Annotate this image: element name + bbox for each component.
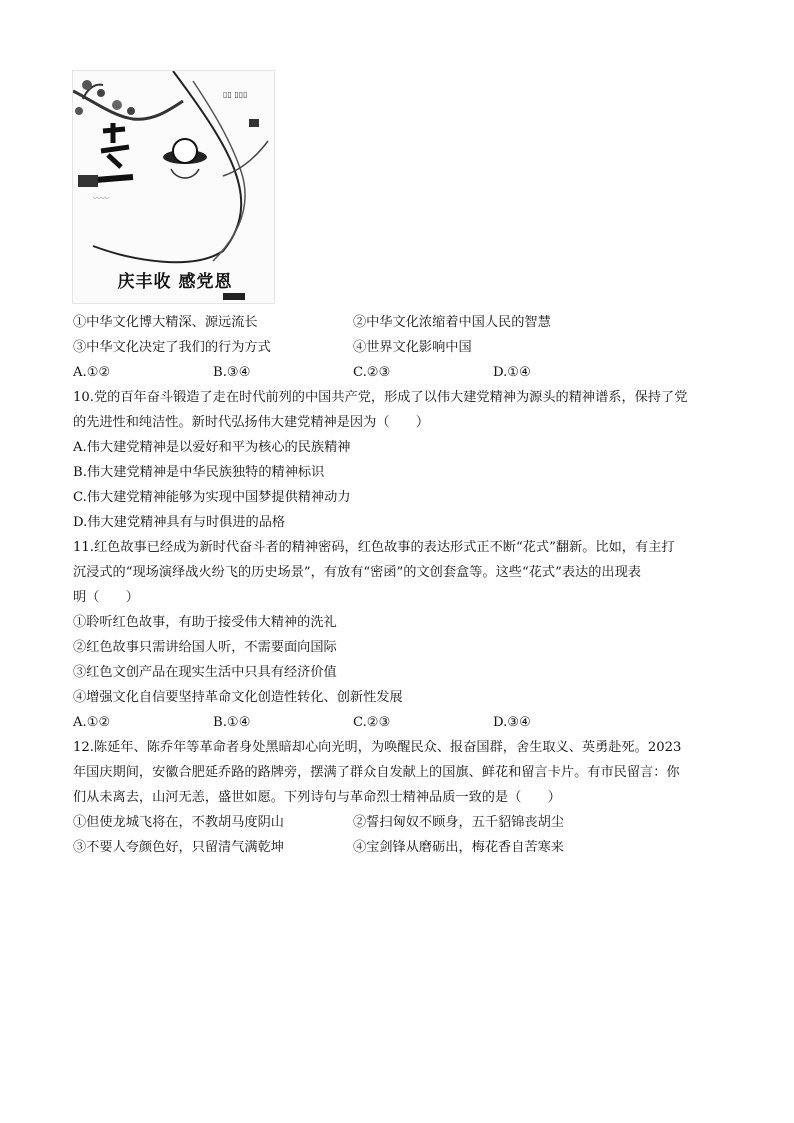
q12-stem-line-1: 12.陈延年、陈乔年等革命者身处黑暗却心向光明，为唤醒民众、报奋国群，舍生取义、英勇赴死。2023 bbox=[73, 740, 682, 755]
q11-item-4: ④增强文化自信要坚持革命文化创造性转化、创新性发展 bbox=[73, 690, 403, 705]
q12-item-1: ①但使龙城飞将在，不教胡马度阴山 bbox=[73, 815, 284, 830]
q10-option-d[interactable]: D.伟大建党精神具有与时俱进的品格 bbox=[73, 515, 286, 530]
q12-item-4: ④宝剑锋从磨砺出，梅花香自苦寒来 bbox=[353, 840, 564, 855]
q9-item-2: ②中华文化浓缩着中国人民的智慧 bbox=[353, 315, 551, 330]
q10-option-c[interactable]: C.伟大建党精神能够为实现中国梦提供精神动力 bbox=[73, 490, 351, 505]
q9-option-c[interactable]: C.②③ bbox=[353, 365, 391, 380]
q10-option-b[interactable]: B.伟大建党精神是中华民族独特的精神标识 bbox=[73, 465, 325, 480]
q12-item-row-1 bbox=[73, 814, 564, 832]
q9-item-row-1 bbox=[73, 314, 551, 332]
svg-text:▯▯ ▯▯▯: ▯▯ ▯▯▯ bbox=[223, 90, 248, 99]
q10-stem-line-2: 的先进性和纯洁性。新时代弘扬伟大建党精神是因为（ ） bbox=[73, 415, 430, 430]
q11-stem-line-3: 明（ ） bbox=[73, 590, 139, 605]
svg-text:〰〰: 〰〰 bbox=[93, 194, 109, 203]
q10-stem-line-1: 10.党的百年奋斗锻造了走在时代前列的中国共产党，形成了以伟大建党精神为源头的精神谱系，保持了党 bbox=[73, 390, 688, 405]
q11-item-3: ③红色文创产品在现实生活中只具有经济价值 bbox=[73, 665, 337, 680]
q9-item-3: ③中华文化决定了我们的行为方式 bbox=[73, 340, 271, 355]
q9-item-1: ①中华文化博大精深、源远流长 bbox=[73, 315, 258, 330]
q9-option-d[interactable]: D.①④ bbox=[493, 365, 531, 380]
q11-stem-line-2: 沉浸式的“现场演绎战火纷飞的历史场景”，有放有“密函”的文创套盒等。这些“花式”表达的出现表 bbox=[73, 565, 641, 580]
q11-item-1: ①聆听红色故事，有助于接受伟大精神的洗礼 bbox=[73, 615, 337, 630]
q9-option-a[interactable]: A.①② bbox=[73, 365, 111, 380]
q11-option-b[interactable]: B.①④ bbox=[213, 715, 251, 730]
q12-item-3: ③不要人夸颜色好，只留清气满乾坤 bbox=[73, 840, 284, 855]
q9-item-4: ④世界文化影响中国 bbox=[353, 340, 472, 355]
q12-item-row-2 bbox=[73, 839, 564, 857]
q10-option-a[interactable]: A.伟大建党精神是以爱好和平为核心的民族精神 bbox=[73, 440, 351, 455]
q9-item-row-2 bbox=[73, 339, 472, 357]
q12-stem-line-3: 们从未离去，山河无恙，盛世如愿。下列诗句与革命烈士精神品质一致的是（ ） bbox=[73, 790, 561, 805]
q11-option-a[interactable]: A.①② bbox=[73, 715, 111, 730]
q11-option-c[interactable]: C.②③ bbox=[353, 715, 391, 730]
poster-image bbox=[72, 70, 275, 304]
q11-stem-line-1: 11.红色故事已经成为新时代奋斗者的精神密码，红色故事的表达形式正不断“花式”翻新。比如，有主打 bbox=[73, 540, 675, 555]
q9-option-b[interactable]: B.③④ bbox=[213, 365, 251, 380]
q11-option-d[interactable]: D.③④ bbox=[493, 715, 531, 730]
q12-stem-line-2: 年国庆期间，安徽合肥延乔路的路牌旁，摆满了群众自发献上的国旗、鲜花和留言卡片。有市民留言：你 bbox=[73, 765, 680, 780]
q12-item-2: ②誓扫匈奴不顾身，五千貂锦丧胡尘 bbox=[353, 815, 564, 830]
poster-caption: 庆丰收 感党恩 bbox=[117, 272, 233, 292]
q11-item-2: ②红色故事只需讲给国人听，不需要面向国际 bbox=[73, 640, 337, 655]
